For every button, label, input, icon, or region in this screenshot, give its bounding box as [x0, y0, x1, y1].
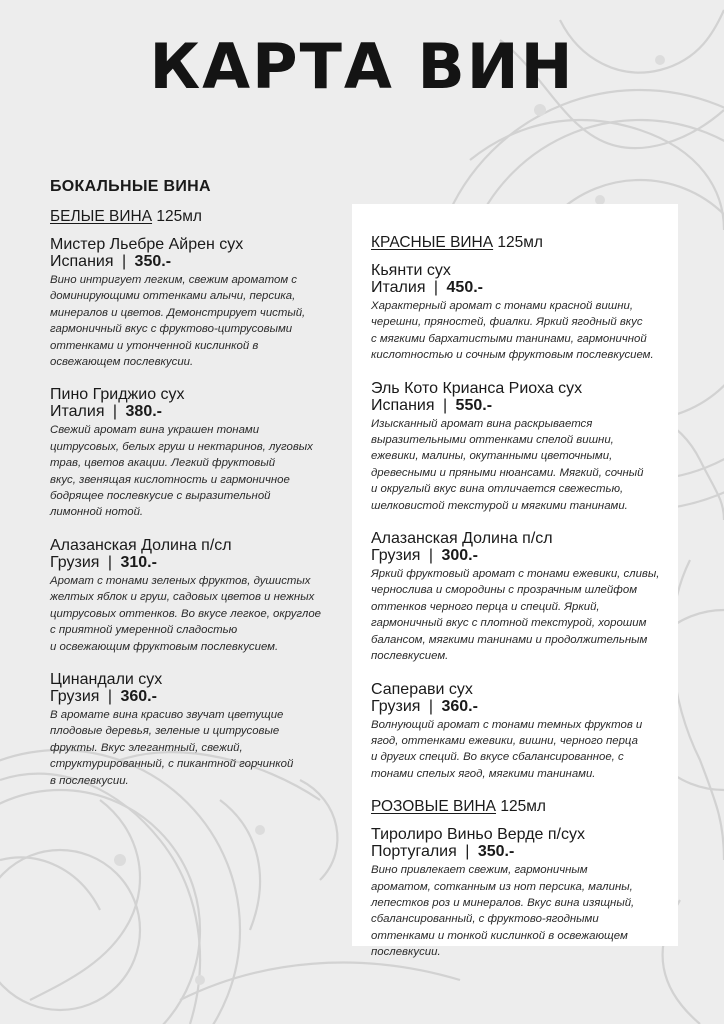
desc-line: цитрусовых, белых груш и нектаринов, луговых	[50, 440, 313, 453]
desc-line: послевкусием.	[371, 650, 449, 663]
desc-line: плодовые деревья, зеленые и цитрусовые	[50, 725, 280, 738]
wine-item	[371, 262, 671, 364]
category-name: БЕЛЫЕ ВИНА	[50, 208, 153, 225]
desc-line: чернослива и смородины с прозрачным шлейфом	[371, 584, 637, 597]
wine-item	[50, 236, 350, 370]
wine-country: Италия	[371, 279, 426, 296]
category-volume: 125мл	[497, 234, 543, 251]
category-red	[371, 234, 671, 252]
desc-line: Вино интригует легким, свежим ароматом с	[50, 274, 297, 286]
wine-meta: Грузия | 360.-	[371, 697, 478, 715]
category-name: КРАСНЫЕ ВИНА	[371, 234, 494, 251]
desc-line: Яркий фруктовый аромат с тонами ежевики, сливы,	[371, 568, 660, 581]
wine-price: 360.-	[441, 697, 478, 715]
desc-line: оттенками и тонкой кислинкой в освежающем	[371, 929, 628, 942]
wine-description	[50, 272, 350, 370]
wine-item	[371, 826, 671, 960]
desc-line: лепестков роз и минералов. Вкус вина изящный,	[371, 896, 635, 909]
desc-line: кислотностью и сочным фруктовым послевкусием.	[371, 349, 654, 362]
category-white	[50, 208, 350, 226]
wine-price: 300.-	[441, 547, 478, 565]
desc-line: структурированный, с пикантной горчинкой	[50, 758, 294, 771]
desc-line: Аромат с тонами зеленых фруктов, душистых	[50, 574, 311, 587]
wine-country: Грузия	[50, 687, 100, 705]
desc-line: гармоничный вкус с фруктово-цитрусовыми	[50, 323, 293, 336]
wine-description	[371, 416, 671, 514]
wine-name: Мистер Льебре Айрен сух	[50, 236, 244, 253]
wine-item	[371, 380, 671, 514]
desc-line: и освежающим фруктовым послевкусием.	[50, 640, 279, 653]
wine-country: Португалия	[371, 843, 457, 861]
wine-country: Италия	[50, 403, 105, 421]
wine-meta: Италия | 380.-	[50, 403, 162, 421]
desc-line: послевкусии.	[371, 946, 441, 959]
wine-name: Саперави сух	[371, 680, 473, 698]
category-volume: 125мл	[500, 798, 546, 816]
desc-line: гармоничный вкус с плотной текстурой, хорошим	[371, 617, 647, 630]
wine-meta: Италия | 450.-	[371, 279, 483, 296]
wine-item	[50, 671, 350, 789]
desc-line: оттенками и утонченной кислинкой в	[50, 339, 259, 352]
desc-line: освежающем послевкусии.	[50, 356, 194, 369]
wine-name: Эль Кото Крианса Риоха сух	[371, 379, 583, 397]
right-column	[371, 234, 671, 977]
desc-line: с мягкими бархатистыми танинами, гармоничной	[371, 332, 647, 345]
wine-country: Грузия	[371, 697, 421, 715]
wine-name: Кьянти сух	[371, 262, 451, 279]
wine-description	[371, 298, 671, 364]
desc-line: минералов и цветов. Демонстрирует чистый,	[50, 306, 306, 319]
page-title: КАРТА ВИН	[149, 30, 575, 103]
wine-price: 450.-	[446, 279, 483, 296]
desc-line: лимонной нотой.	[50, 506, 144, 519]
desc-line: Изысканный аромат вина раскрывается	[371, 417, 593, 430]
wine-meta: Португалия | 350.-	[371, 843, 515, 861]
desc-line: оттенков черного перца и специй. Яркий,	[371, 600, 600, 613]
wine-name: Пино Гриджио сух	[50, 386, 185, 404]
wine-price: 310.-	[120, 553, 157, 571]
wine-meta: Испания | 550.-	[371, 396, 493, 414]
desc-line: цитрусовых оттенков. Во вкусе легкое, округлое	[50, 607, 321, 620]
category-volume: 125мл	[156, 208, 202, 225]
wine-price: 350.-	[134, 253, 172, 270]
wine-meta: Грузия | 360.-	[50, 687, 157, 705]
desc-line: Волнующий аромат с тонами темных фруктов и	[371, 718, 643, 731]
wine-description	[371, 862, 671, 960]
desc-line: вкус, звенящая кислотность и гармоничное	[50, 473, 290, 486]
desc-line: сбалансированный, с фруктово-ягодными	[371, 913, 599, 926]
desc-line: выразительными оттенками спелой вишни,	[371, 434, 614, 447]
wine-item	[371, 681, 671, 783]
wine-item	[50, 386, 350, 520]
desc-line: трав, цветов акации. Легкий фруктовый	[50, 457, 276, 470]
wine-item	[50, 537, 350, 655]
wine-meta: Грузия | 300.-	[371, 547, 478, 565]
desc-line: шелковистой текстурой и мягкими танинами.	[371, 499, 628, 512]
section-title: БОКАЛЬНЫЕ ВИНА	[50, 178, 211, 195]
wine-description	[371, 566, 671, 664]
desc-line: с приятной умеренной сладостью	[50, 624, 238, 637]
wine-price: 350.-	[477, 843, 515, 861]
desc-line: черешни, пряностей, фиалки. Яркий ягодный вкус	[371, 316, 643, 329]
wine-country: Грузия	[371, 547, 421, 565]
desc-line: тонами спелых ягод, мягкими танинами.	[371, 767, 596, 780]
wine-country: Испания	[371, 396, 435, 414]
wine-country: Испания	[50, 253, 114, 270]
wine-description	[371, 717, 671, 783]
wine-price: 380.-	[125, 403, 162, 421]
desc-line: доминирующими оттенками алычи, персика,	[50, 290, 296, 303]
desc-line: фрукты. Вкус элегантный, свежий,	[50, 741, 243, 754]
desc-line: балансом, мягкими танинами и продолжительным	[371, 633, 648, 646]
desc-line: Характерный аромат с тонами красной вишни,	[371, 300, 634, 312]
desc-line: желтых яблок и груш, садовых цветов и нежных	[50, 591, 315, 604]
wine-name: Алазанская Долина п/сл	[371, 530, 553, 548]
wine-price: 360.-	[120, 687, 157, 705]
wine-name: Тиролиро Виньо Верде п/сух	[371, 826, 585, 844]
desc-line: в послевкусии.	[50, 774, 129, 787]
desc-line: ежевики, малины, окутанными цветочными,	[371, 450, 613, 463]
wine-item	[371, 530, 671, 664]
desc-line: и других специй. Во вкусе сбалансированное, с	[371, 751, 624, 764]
category-rose	[371, 798, 671, 816]
left-column	[50, 178, 350, 805]
desc-line: В аромате вина красиво звучат цветущие	[50, 708, 284, 721]
wine-meta: Грузия | 310.-	[50, 553, 157, 571]
category-name: РОЗОВЫЕ ВИНА	[371, 798, 497, 816]
wine-name: Цинандали сух	[50, 670, 163, 688]
desc-line: Вино привлекает свежим, гармоничным	[371, 864, 588, 877]
wine-price: 550.-	[455, 396, 493, 414]
desc-line: бодрящее послевкусие с выразительной	[50, 490, 271, 503]
desc-line: Свежий аромат вина украшен тонами	[50, 424, 260, 437]
desc-line: и округлый вкус вина отличается свежестью,	[371, 483, 624, 496]
desc-line: ароматом, сотканным из нот персика, малины,	[371, 880, 633, 893]
wine-description	[50, 422, 350, 520]
wine-country: Грузия	[50, 553, 100, 571]
wine-name: Алазанская Долина п/сл	[50, 536, 232, 554]
wine-description	[50, 707, 350, 789]
desc-line: ягод, оттенками ежевики, вишни, черного перца	[371, 734, 638, 747]
wine-meta: Испания | 350.-	[50, 253, 172, 270]
desc-line: древесными и пряными нюансами. Мягкий, сочный	[371, 466, 644, 479]
wine-description	[50, 573, 350, 655]
